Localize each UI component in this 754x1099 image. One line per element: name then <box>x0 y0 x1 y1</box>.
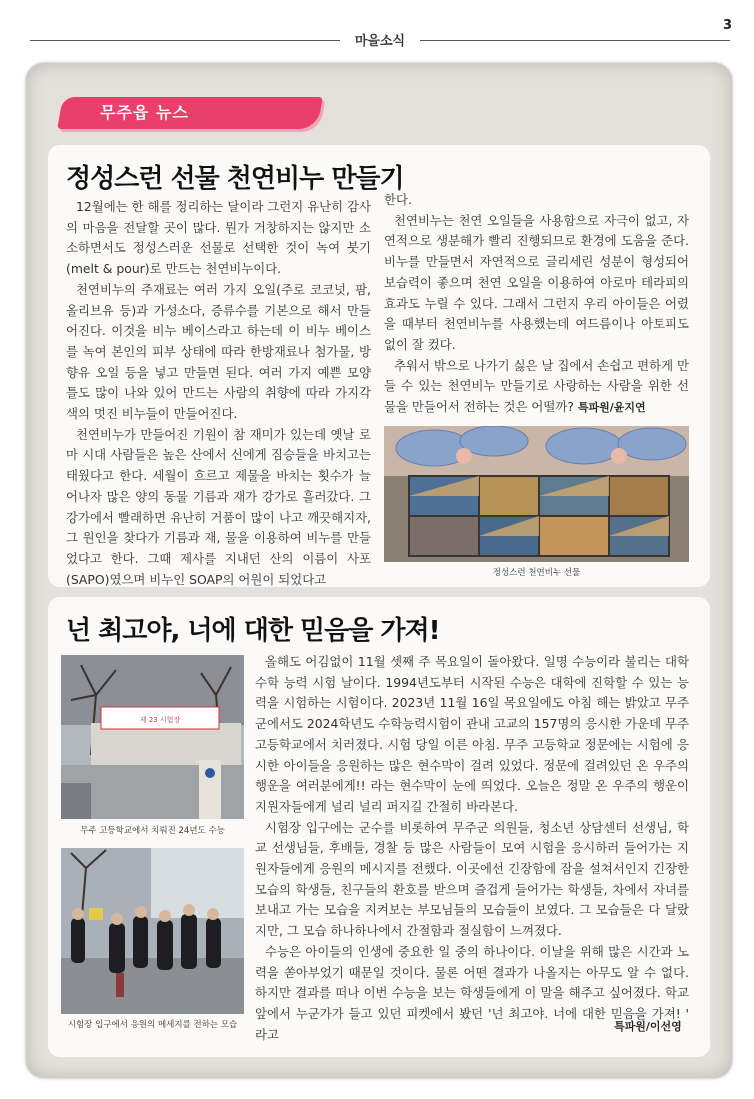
article-title-exam: 넌 최고야, 너에 대한 믿음을 가져! <box>66 616 440 646</box>
soap-photo-caption: 정성스런 천연비누 선물 <box>492 568 581 578</box>
byline-exam: 특파원/이선영 <box>614 1020 682 1033</box>
paragraph: 수능은 아이들의 인생에 중요한 일 중의 하나이다. 이날을 위해 많은 시간과 노력을 쏟아부었기 때문일 것이다. 물론 어떤 결과가 나올지는 아무도 알 수 없다. 하지만 결과를 떠나 이번 수능을 보는 학생들에게 이 말을 해주고 싶어졌다. 학교 앞에서 누군가가 들고 있던 피켓에서 봤던 '넌 최고야. 너에 대한 믿음을 가져! ' 라고 <box>255 943 689 1042</box>
header-rule-right <box>420 40 730 41</box>
paragraph: 시험장 입구에는 군수를 비롯하여 무주군 의원들, 청소년 상담센터 선생님, 학교 선생님들, 후배들, 경찰 등 많은 사람들이 모여 시험을 응시하러 들어가는 지원자들에게 응원의 메시지를 전했다. 이곳에선 긴장함에 잠을 설쳐서인지 긴장한 모습의 학생들, 친구들의 환호를 받으며 즐겁게 들어가는 학생들, 차에서 자녀를 보내고 가는 모습을 지켜보는 부모님들의 모습들이 보였다. 그 모습들은 다 달랐지만, 그 모습 하나하나에서 간절함과 절실함이 느껴졌다. <box>255 819 689 939</box>
article-exam-text <box>255 652 689 1045</box>
paragraph: 천연비누가 만들어진 기원이 참 재미가 있는데 옛날 로마 시대 사람들은 높은 산에서 신에게 짐승들을 바치고는 태웠다고 한다. 세월이 흐르고 제물을 바치는 횟수가 늘어나자 많은 양의 동물 기름과 재가 강가로 흘러갔다. 그 강가에서 빨래하면 유난히 거품이 많이 나고 깨끗해지자, 그 원인을 찾다가 기름과 재, 물을 이용하여 비누를 만들었다고 한다. 그때 제사를 지내던 산의 이름이 사포(SAPO)였으며 비누인 SOAP의 어원이 되었다고 <box>66 426 371 587</box>
header-rule-left <box>30 40 340 41</box>
section-title: 마을소식 <box>354 34 406 49</box>
paragraph: 올해도 어김없이 11월 셋째 주 목요일이 돌아왔다. 일명 수능이라 불리는 대학수학 능력 시험 날이다. 1994년도부터 시작된 수능은 대학에 진학할 수 있는 능력을 시험하는 시험이다. 2023년 11월 16일 목요일에도 아침 해는 밝았고 무주군에서도 2024학년도 수학능력시험이 관내 고교의 157명의 응시한 가운데 무주 고등학교에서 치러졌다. 시험 당일 이른 아침. 무주 고등학교 정문에는 시험에 응시한 아이들을 응원하는 많은 현수막이 걸려 있었다. 정문에 걸려있던 온 우주의 행운을 여러분에게!! 라는 현수막이 눈에 띄었다. 오늘은 정말 온 우주의 행운이 지원자들에게 널리 널리 퍼지길 간절히 바라본다. <box>255 654 689 814</box>
article-soap-left-column <box>66 197 371 590</box>
page-number: 3 <box>722 18 732 33</box>
paragraph: 한다. <box>384 192 412 207</box>
article-title-soap: 정성스런 선물 천연비누 만들기 <box>66 164 404 194</box>
article-soap-right-column <box>384 190 689 419</box>
paragraph: 천연비누는 천연 오일들을 사용함으로 자극이 없고, 자연적으로 생분해가 빨리 진행되므로 환경에 도움을 준다. 비누를 만들면서 자연적으로 글리세린 성분이 형성되어 보습력이 좋으며 천연 오일을 이용하여 아로마 테라피의 효과도 누릴 수 있다. 그래서 그런지 우리 아이들은 어렸을 때부터 천연비누를 사용했는데 여드름이나 아토피도 없이 잘 컸다. <box>384 212 689 352</box>
paragraph <box>384 356 689 419</box>
section-tab <box>57 97 323 129</box>
cheering-crowd-photo <box>61 848 244 1014</box>
paragraph: 12월에는 한 해를 정리하는 달이라 그런지 유난히 감사의 마음을 전달할 곳이 많다. 뭔가 거창하지는 않지만 소소하면서도 정성스러운 선물로 선택한 것이 녹여 붓기(melt & pour)로 만드는 천연비누이다. <box>66 199 371 277</box>
cheering-crowd-caption: 시험장 입구에서 응원의 메세지를 전하는 모습 <box>67 1020 238 1030</box>
paragraph: 천연비누의 주재료는 여러 가지 오일(주로 코코넛, 팜, 올리브유 등)과 가성소다, 증류수를 기본으로 해서 만들어진다. 이것을 비누 베이스라고 하는데 이 비누 베이스를 녹여 본인의 피부 상태에 따라 한방재료나 첨가물, 방향유 오일 등을 넣고 만들면 된다. 여러 가지 예쁜 모양 틀도 많이 나와 있어 만드는 사람의 취향에 따라 가지각색의 멋진 비누들이 만들어진다. <box>66 281 371 422</box>
byline: 특파원/윤지연 <box>577 401 646 415</box>
paragraph-text: 추워서 밖으로 나가기 싫은 날 집에서 손쉽고 편하게 만들 수 있는 천연비누 만들기로 사랑하는 사람을 위한 선물을 만들어서 전하는 것은 어떨까? <box>384 357 689 415</box>
section-tab-label: 무주읍 뉴스 <box>100 103 189 122</box>
school-gate-photo <box>61 655 244 819</box>
exam-banner-text: 제 23 시험장 <box>139 716 181 724</box>
school-gate-caption: 무주 고등학교에서 치뤄진 24년도 수능 <box>80 826 225 836</box>
soap-photo <box>384 426 689 562</box>
